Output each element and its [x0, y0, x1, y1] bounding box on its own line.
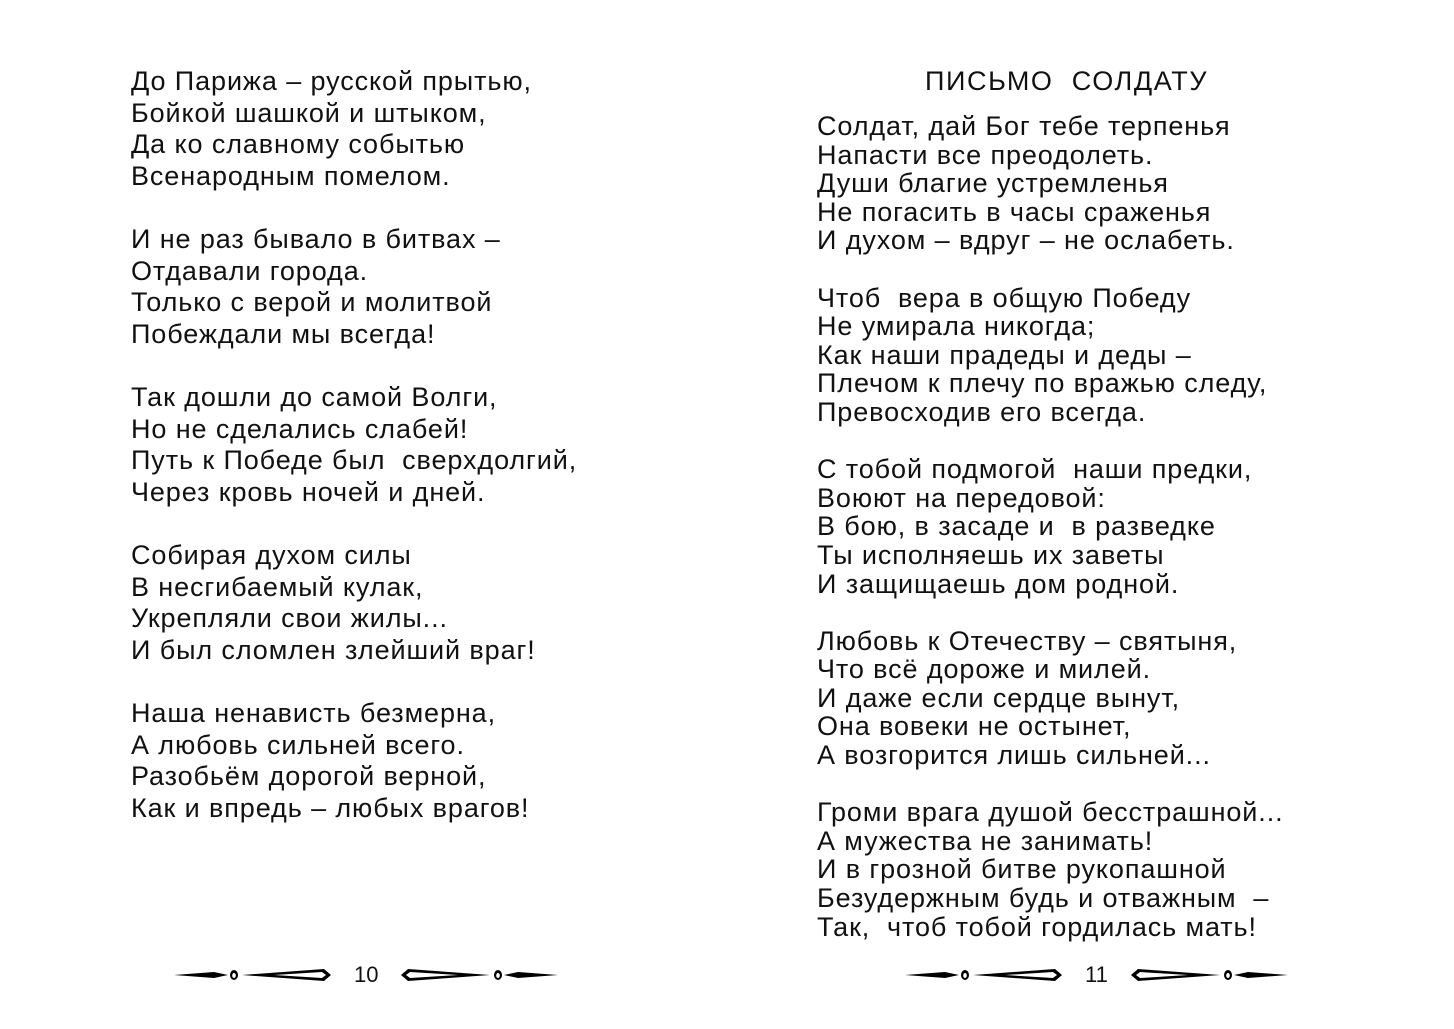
- stanza: [817, 284, 1284, 427]
- poem-line: Напасти все преодолеть.: [817, 139, 1154, 170]
- page-number: 11: [1085, 962, 1108, 987]
- poem-line: Души благие устремленья: [817, 168, 1169, 199]
- poem-line: В несгибаемый кулак,: [131, 571, 424, 602]
- poem-line: Только с верой и молитвой: [131, 287, 493, 317]
- poem-line: Любовь к Отечеству – святыня,: [817, 625, 1238, 656]
- poem-line: И в грозной битве рукопашной: [817, 854, 1227, 885]
- poem-line: Не умирала никогда;: [817, 311, 1096, 342]
- poem-line: Как наши прадеды и деды –: [817, 339, 1192, 370]
- poem-left: [131, 66, 577, 824]
- poem-line: Громи врага душой бесстрашной...: [817, 797, 1284, 828]
- poem-line: И был сломлен злейший враг!: [131, 634, 536, 665]
- page-ornament-left-icon: [905, 967, 1063, 983]
- poem-line: Разобьём дорогой верной,: [131, 761, 487, 791]
- poem-line: Побеждали мы всегда!: [131, 318, 436, 349]
- right-page: [727, 0, 1454, 1029]
- poem-line: Ты исполняешь их заветы: [817, 539, 1165, 570]
- stanza: [817, 798, 1284, 941]
- poem-line: Путь к Победе был сверхдолгий,: [131, 445, 578, 475]
- poem-line: В бою, в засаде и в разведке: [817, 511, 1216, 542]
- poem-line: Так дошли до самой Волги,: [131, 382, 498, 412]
- page-number: 10: [354, 962, 379, 987]
- poem-line: До Парижа – русской прытью,: [131, 66, 532, 96]
- poem-line: А любовь сильней всего.: [131, 729, 465, 760]
- poem-line: Но не сделались слабей!: [131, 413, 469, 444]
- poem-line: Не погасить в часы сраженья: [817, 196, 1212, 227]
- poem-line: Бойкой шашкой и штыком,: [131, 97, 487, 128]
- stanza: [817, 112, 1284, 255]
- poem-line: Как и впредь – любых врагов!: [131, 792, 530, 823]
- stanza: [131, 66, 577, 192]
- poem-line: И даже если сердце вынут,: [817, 682, 1180, 713]
- poem-right: [817, 112, 1284, 941]
- stanza: [131, 224, 577, 350]
- poem-line: И не раз бывало в битвах –: [131, 224, 501, 254]
- poem-line: Через кровь ночей и дней.: [131, 476, 486, 507]
- stanza: [131, 698, 577, 824]
- page-footer: [174, 960, 558, 990]
- poem-line: Отдавали города.: [131, 255, 369, 286]
- poem-line: Наша ненависть безмерна,: [131, 698, 496, 728]
- poem-line: Безудержным будь и отважным –: [817, 883, 1270, 914]
- poem-line: Так, чтоб тобой гордилась мать!: [817, 911, 1257, 942]
- poem-line: Воюют на передовой:: [817, 482, 1106, 513]
- poem-line: Солдат, дай Бог тебе терпенья: [817, 111, 1231, 141]
- page-ornament-right-icon: [400, 967, 558, 983]
- poem-line: Всенародным помелом.: [131, 160, 451, 191]
- poem-line: А возгорится лишь сильней...: [817, 740, 1211, 771]
- poem-line: Собирая духом силы: [131, 540, 412, 570]
- poem-title: ПИСЬМО СОЛДАТУ: [925, 66, 1209, 96]
- poem-line: Плечом к плечу по вражью следу,: [817, 368, 1268, 399]
- poem-line: С тобой подмогой наши предки,: [817, 454, 1253, 485]
- poem-line: Она вовеки не остынет,: [817, 711, 1132, 742]
- poem-line: Да ко славному событью: [131, 129, 466, 159]
- poem-line: А мужества не занимать!: [817, 825, 1154, 856]
- poem-line: Превосходив его всегда.: [817, 396, 1147, 427]
- poem-line: И защищаешь дом родной.: [817, 568, 1180, 599]
- stanza: [817, 455, 1284, 598]
- stanza: [131, 382, 577, 508]
- poem-line: Укрепляли свои жилы...: [131, 603, 448, 633]
- page-footer: [905, 960, 1288, 990]
- poem-line: Что всё дороже и милей.: [817, 654, 1151, 685]
- poem-line: И духом – вдруг – не ослабеть.: [817, 225, 1235, 256]
- stanza: [817, 627, 1284, 770]
- page-ornament-right-icon: [1130, 967, 1288, 983]
- poem-line: Чтоб вера в общую Победу: [817, 282, 1191, 313]
- stanza: [131, 540, 577, 666]
- page-ornament-left-icon: [174, 967, 332, 983]
